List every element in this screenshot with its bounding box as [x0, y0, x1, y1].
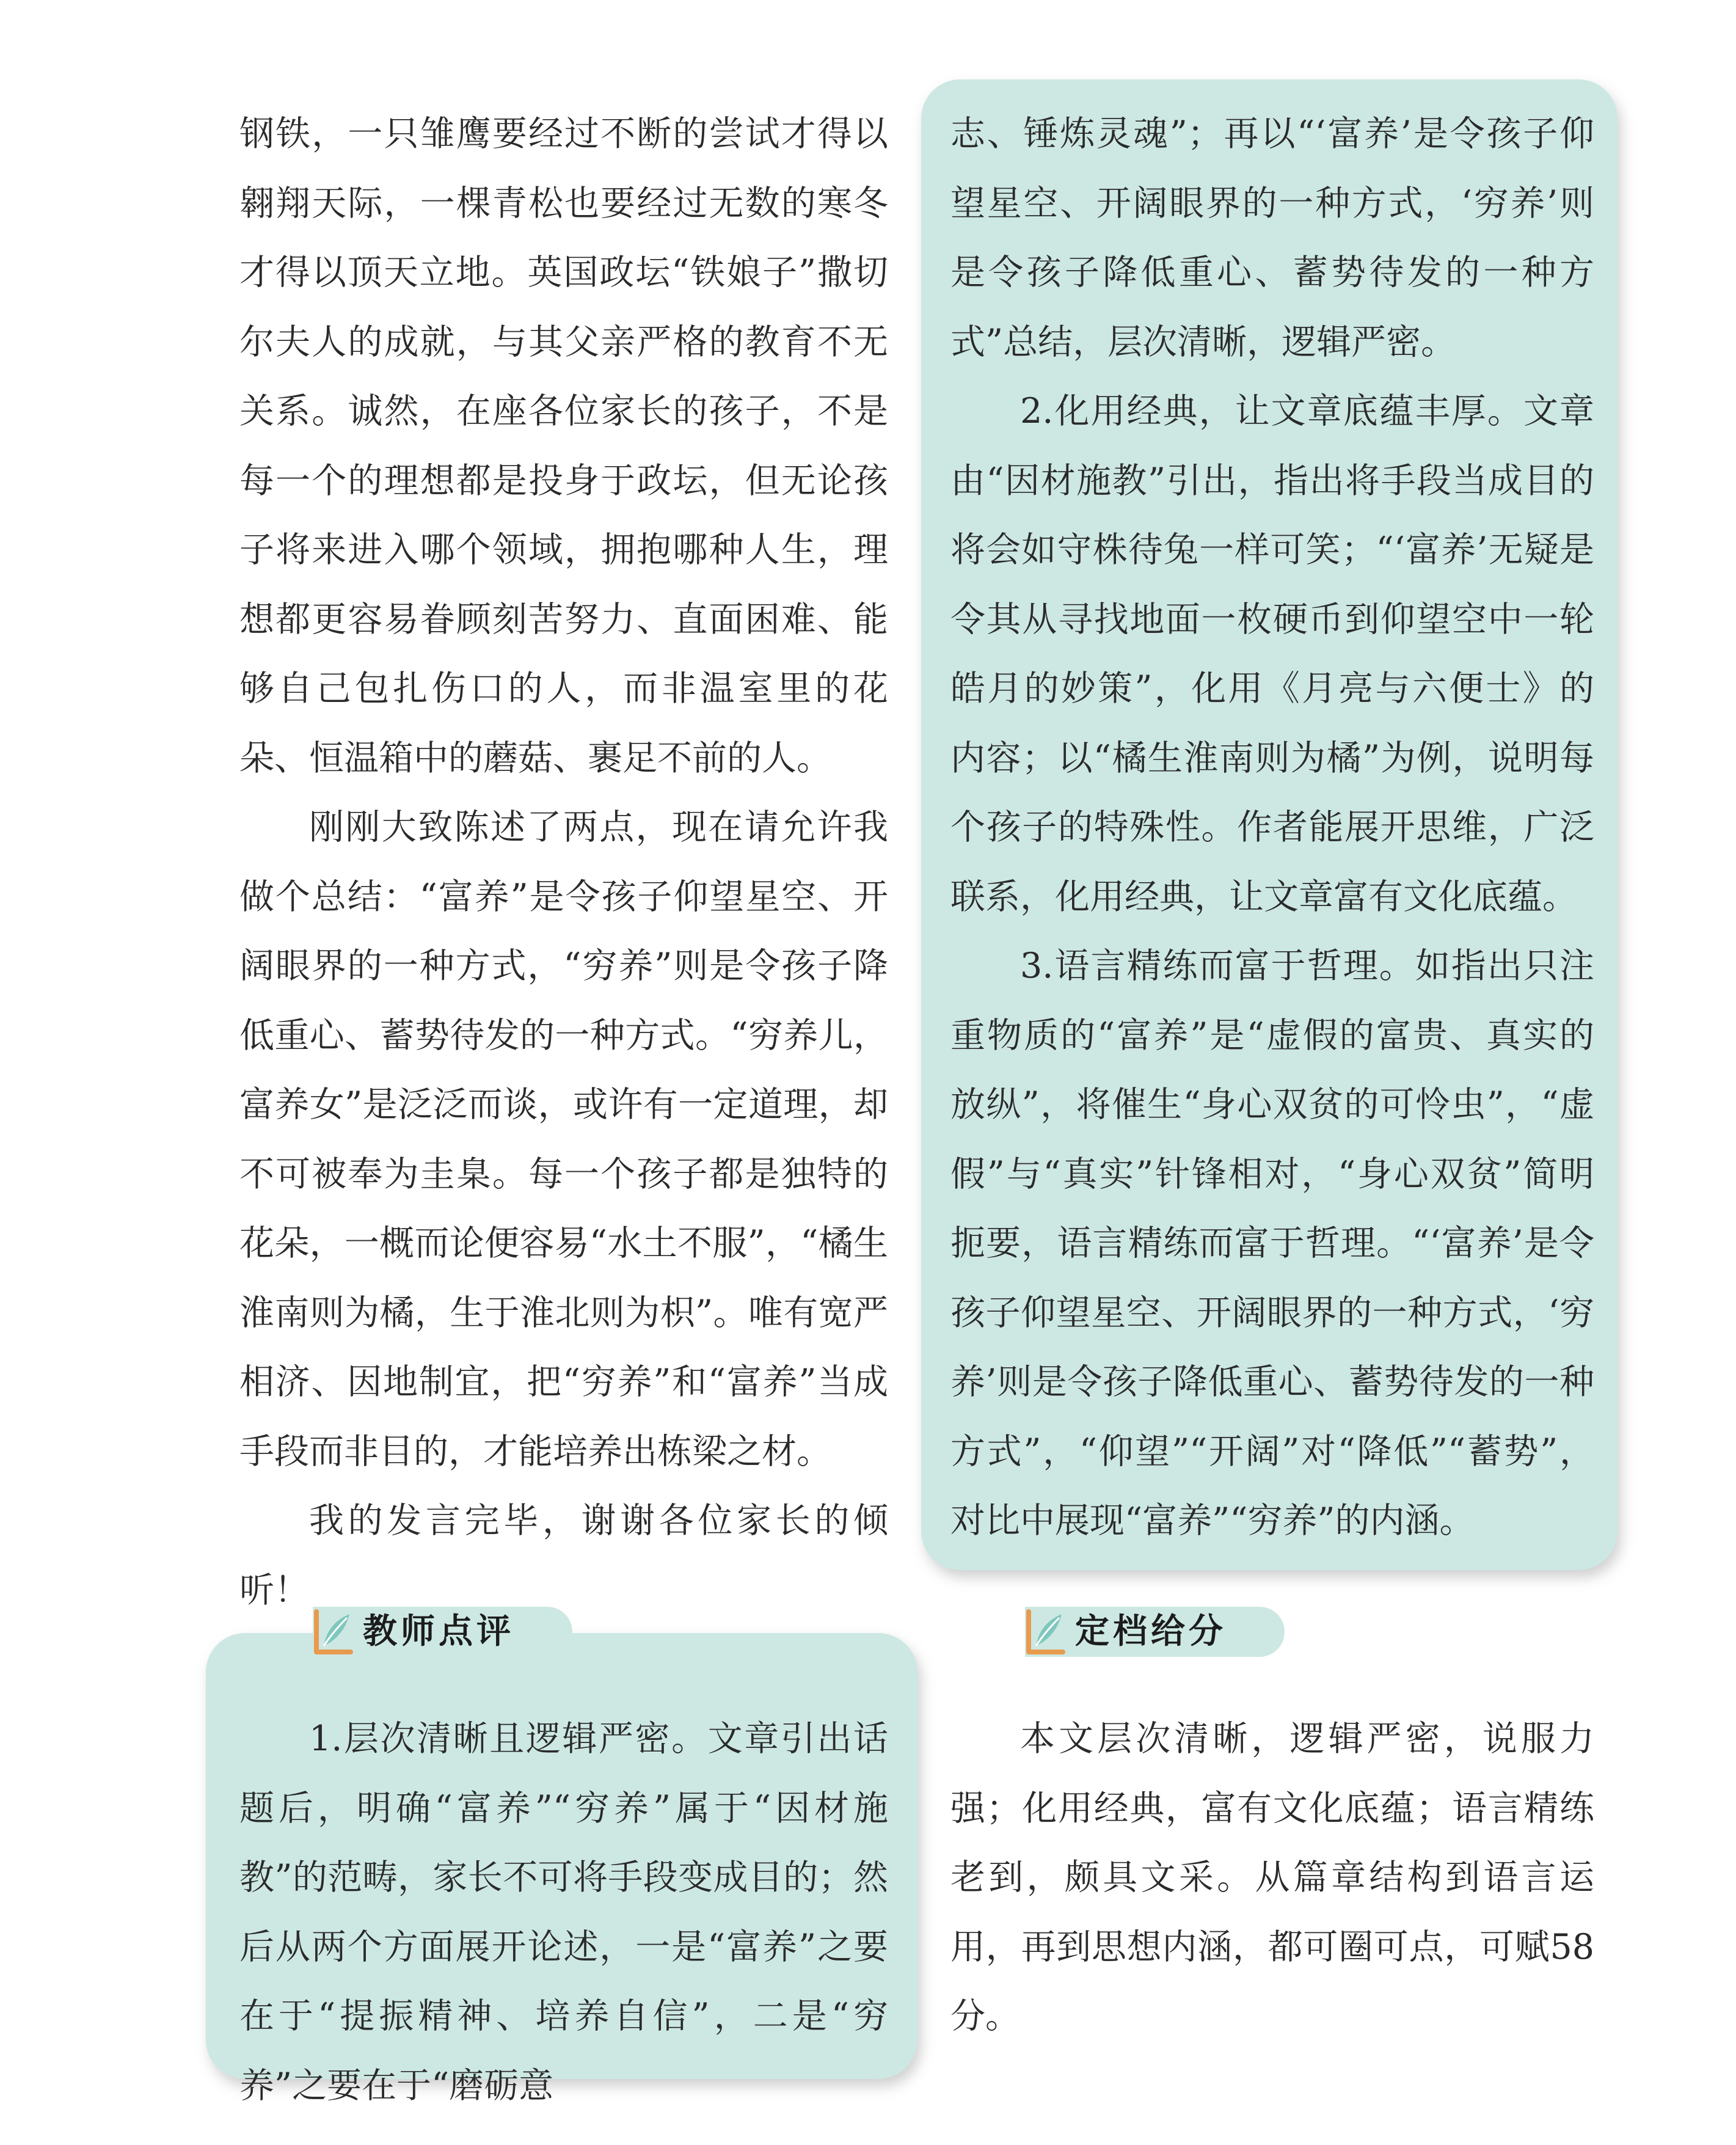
- teacher-review-tag: [313, 1607, 572, 1657]
- grading-tag: [1025, 1607, 1285, 1657]
- teacher-review-text: [239, 1705, 888, 2121]
- book-leaf-icon: [1025, 1608, 1068, 1656]
- essay-paragraph: 钢铁，一只雏鹰要经过不断的尝试才得以翱翔天际，一棵青松也要经过无数的寒冬才得以顶天立地。英国政坛“铁娘子”撒切尔夫人的成就，与其父亲严格的教育不无关系。诚然，在座各位家长的孩子，不是每一个的理想都是投身于政坛，但无论孩子将来进入哪个领域，拥抱哪种人生，理想都更容易眷顾刻苦努力、直面困难、能够自己包扎伤口的人，而非温室里的花朵、恒温箱中的蘑菇、裹足不前的人。: [239, 114, 888, 778]
- review-paragraph: 1.层次清晰且逻辑严密。文章引出话题后，明确“富养”“穷养”属于“因材施教”的范畴，家长不可将手段变成目的；然后从两个方面展开论述，一是“富养”之要在于“提振精神、培养自信”，二是“穷养”之要在于“磨砺意: [239, 1719, 888, 2106]
- essay-paragraph: 刚刚大致陈述了两点，现在请允许我做个总结：“富养”是令孩子仰望星空、开阔眼界的一种方式，“穷养”则是令孩子降低重心、蓄势待发的一种方式。“穷养儿，富养女”是泛泛而谈，或许有一定道理，却不可被奉为圭臬。每一个孩子都是独特的花朵，一概而论便容易“水土不服”，“橘生淮南则为橘，生于淮北则为枳”。唯有宽严相济、因地制宜，把“穷养”和“富养”当成手段而非目的，才能培养出栋梁之材。: [239, 807, 888, 1472]
- review-paragraph: 志、锤炼灵魂”；再以“‘富养’是令孩子仰望星空、开阔眼界的一种方式，‘穷养’则是令孩子降低重心、蓄势待发的一种方式”总结，层次清晰，逻辑严密。: [950, 114, 1594, 362]
- grading-text: [950, 1705, 1594, 2052]
- essay-body: [239, 100, 888, 1625]
- teacher-review-continued-text: [950, 100, 1594, 1556]
- review-paragraph: 2.化用经典，让文章底蕴丰厚。文章由“因材施教”引出，指出将手段当成目的将会如守株待兔一样可笑；“‘富养’无疑是令其从寻找地面一枚硬币到仰望空中一轮皓月的妙策”，化用《月亮与六便士》的内容；以“橘生淮南则为橘”为例，说明每个孩子的特殊性。作者能展开思维，广泛联系，化用经典，让文章富有文化底蕴。: [950, 391, 1594, 917]
- book-leaf-icon: [313, 1608, 356, 1656]
- grading-paragraph: 本文层次清晰，逻辑严密，说服力强；化用经典，富有文化底蕴；语言精练老到，颇具文采。从篇章结构到语言运用，再到思想内涵，都可圈可点，可赋58分。: [950, 1719, 1594, 2036]
- grading-label: 定档给分: [1075, 1612, 1227, 1651]
- essay-closing: 我的发言完毕，谢谢各位家长的倾听！: [239, 1500, 888, 1610]
- teacher-review-label: 教师点评: [363, 1612, 514, 1651]
- review-paragraph: 3.语言精练而富于哲理。如指出只注重物质的“富养”是“虚假的富贵、真实的放纵”，将催生“身心双贫的可怜虫”，“虚假”与“真实”针锋相对，“身心双贫”简明扼要，语言精练而富于哲理。“‘富养’是令孩子仰望星空、开阔眼界的一种方式，‘穷养’则是令孩子降低重心、蓄势待发的一种方式”，“仰望”“开阔”对“降低”“蓄势”，对比中展现“富养”“穷养”的内涵。: [950, 946, 1594, 1541]
